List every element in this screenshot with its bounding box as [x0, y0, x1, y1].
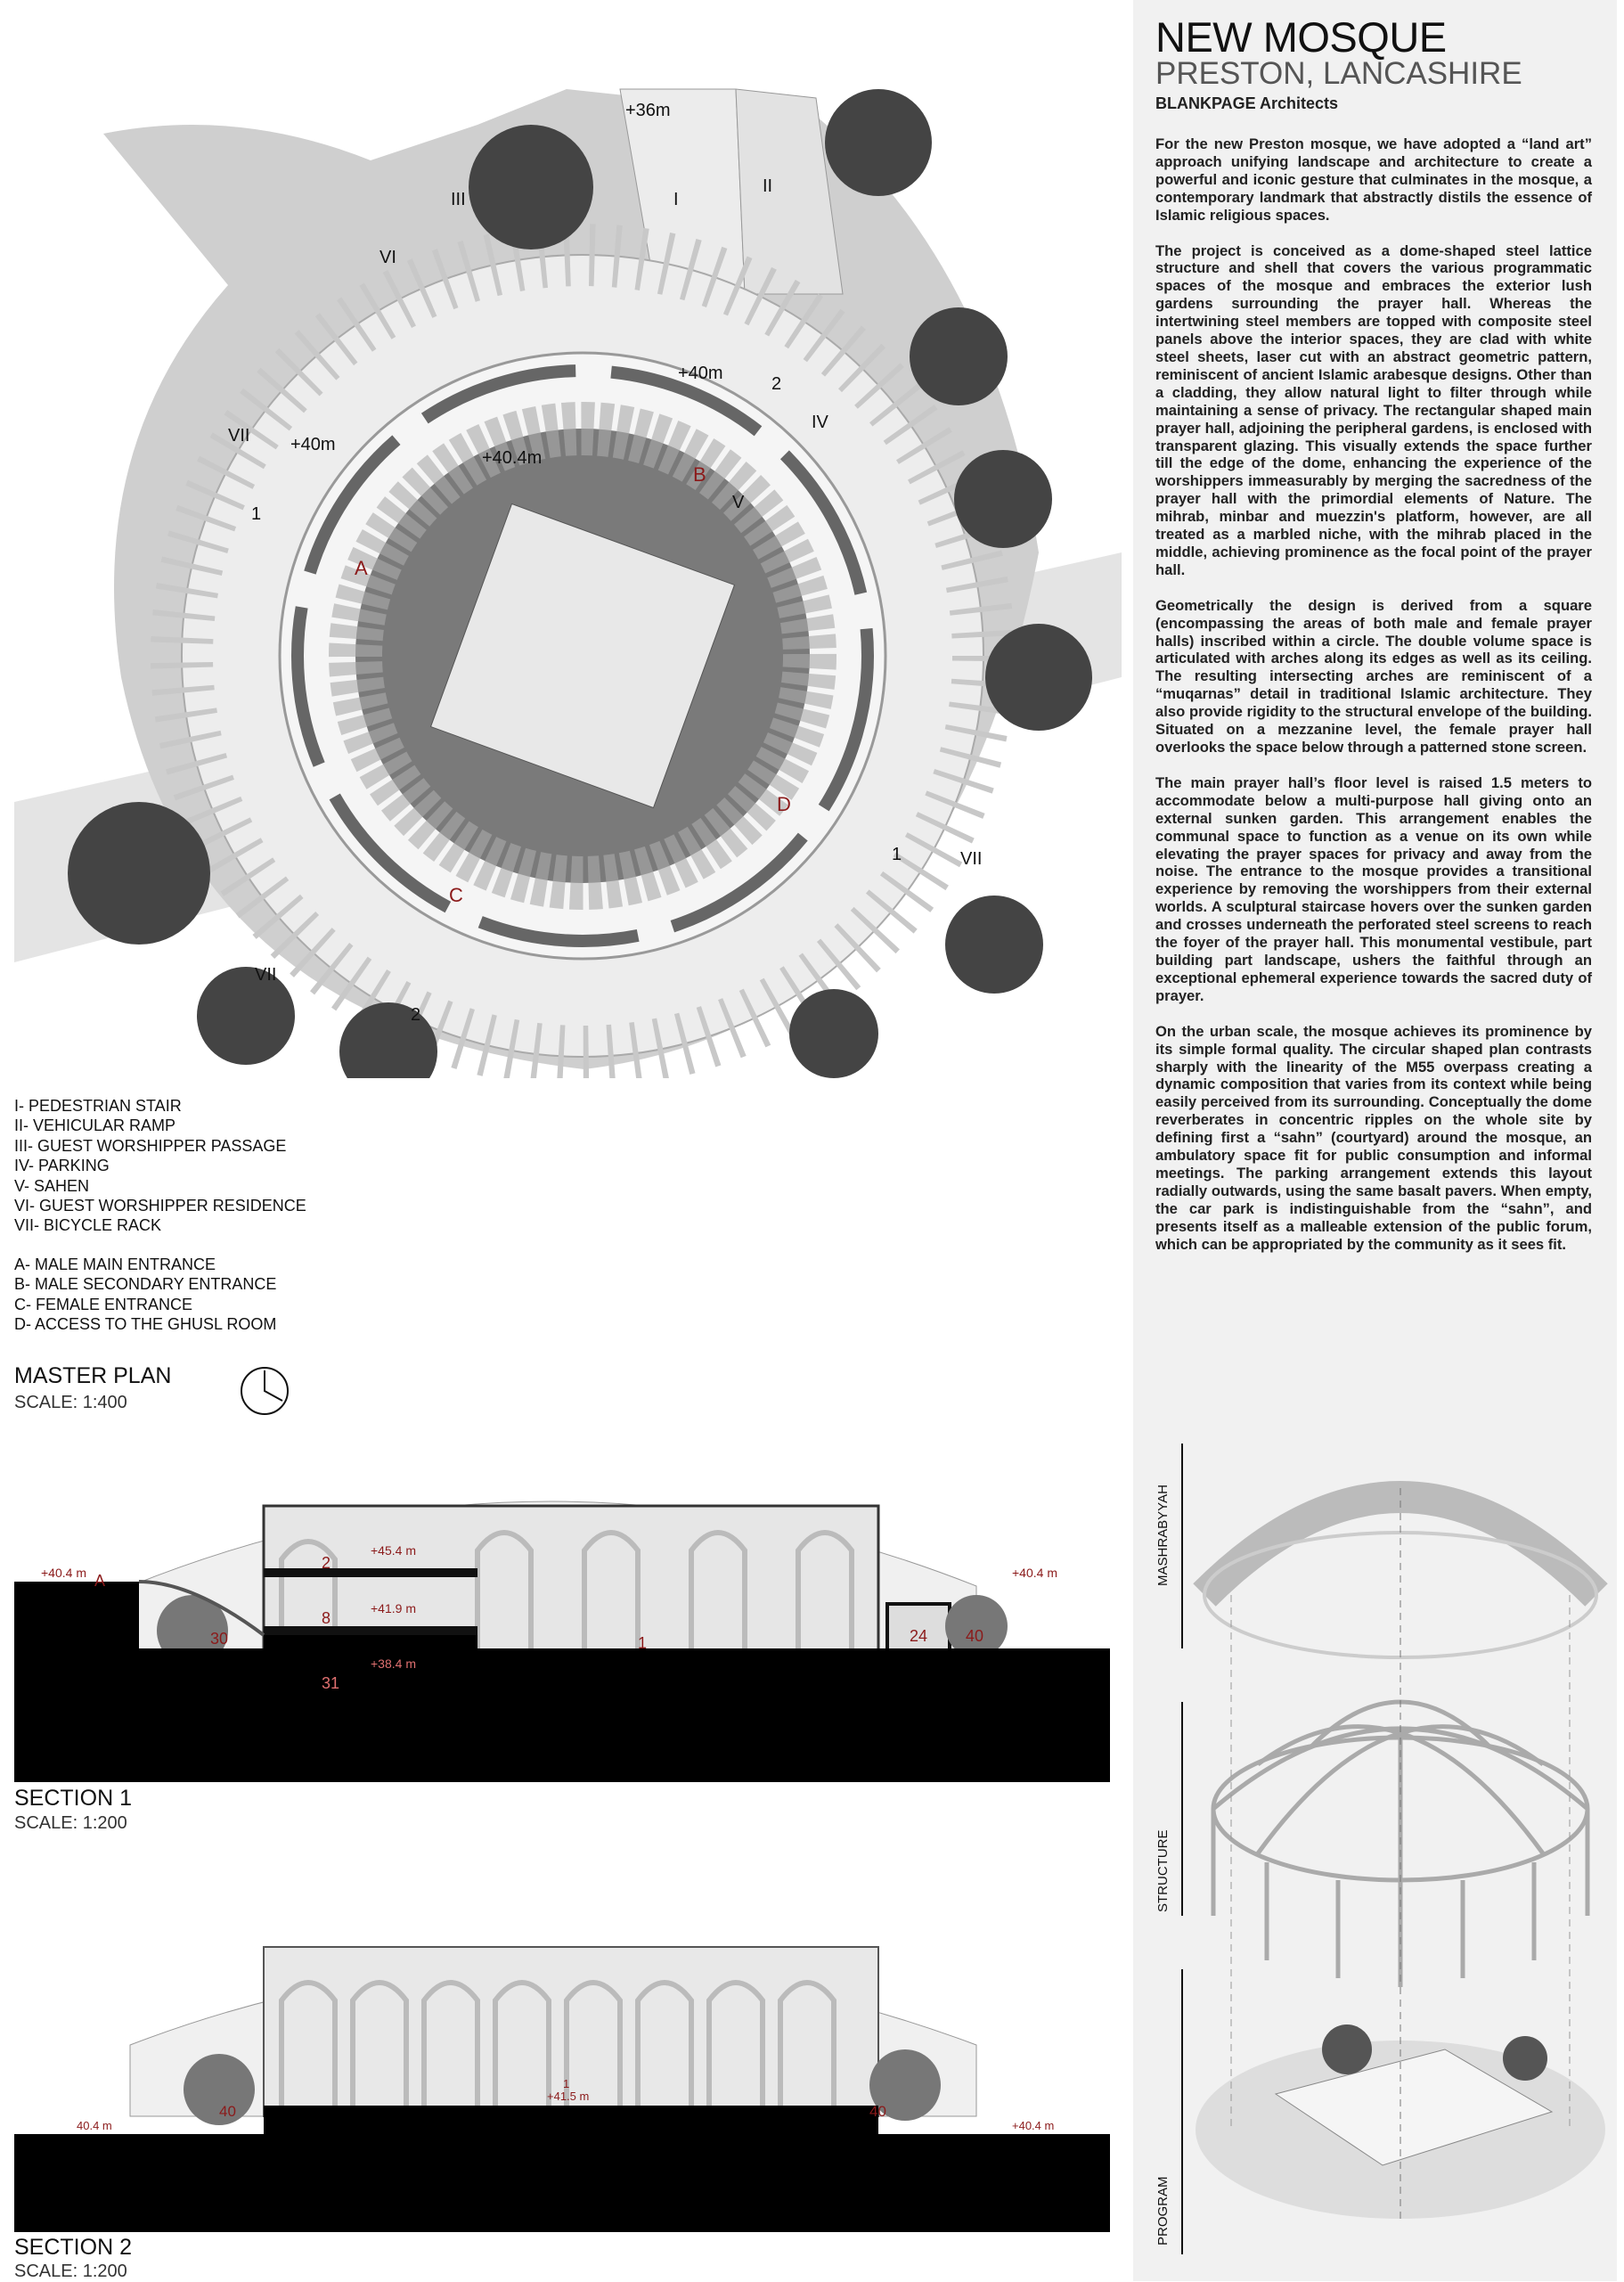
section-2-scale: SCALE: 1:200 — [14, 2262, 127, 2281]
legend-item: VI- GUEST WORSHIPPER RESIDENCE — [14, 1197, 306, 1215]
exploded-axonometric — [1133, 1435, 1617, 2263]
legend-item: VII- BICYCLE RACK — [14, 1216, 162, 1235]
zone-legend — [14, 1096, 306, 1236]
zone-label: IV — [812, 413, 828, 432]
legend-item: I- PEDESTRIAN STAIR — [14, 1097, 182, 1115]
section-1-drawing — [14, 1435, 1110, 1782]
level-label: +45.4 m — [371, 1543, 416, 1558]
entrance-label: B — [693, 463, 706, 486]
room-number: 1 — [638, 1634, 648, 1652]
section-cut-label: 2 — [771, 374, 782, 394]
zone-label: I — [673, 190, 679, 209]
zone-label: VII — [255, 965, 277, 985]
room-number: 31 — [322, 1674, 340, 1692]
level-label: +40.4 m — [1012, 2119, 1055, 2132]
project-title: NEW MOSQUE — [1155, 13, 1447, 61]
room-number: 2 — [322, 1554, 331, 1572]
section-2-title: SECTION 2 — [14, 2235, 132, 2260]
zone-label: III — [451, 190, 466, 209]
description-paragraph: For the new Preston mosque, we have adopted a “land art” approach unifying landscape and architecture to create a powerful and iconic gesture that culminates in the mosque, a contemporary landmark that abstractly distils the essence of Islamic religious spaces. — [1155, 135, 1592, 224]
section-cut-label: 1 — [251, 504, 262, 524]
entrance-label: D — [777, 793, 791, 815]
description-paragraph: The main prayer hall’s floor level is raised 1.5 meters to accommodate below a multi-purpose hall giving onto an external sunken garden. This arrangement enables the communal space to function as a venue on its own while elevating the prayer spaces for privacy and away from the noise. The entrance to the mosque provides a transitional experience by removing the worshippers from their external worlds. A sculptural staircase hovers over the sunken garden and crosses underneath the perforated steel screens to reach the foyer of the prayer hall. This monumental vestibule, part building part landscape, ushers the faithful through an exceptional ephemeral experience towards the sacred duty of prayer. — [1155, 773, 1592, 1004]
room-number: 8 — [322, 1609, 331, 1627]
legend-item: II- VEHICULAR RAMP — [14, 1116, 176, 1135]
master-plan-title: MASTER PLAN — [14, 1363, 172, 1388]
entrance-label: A — [94, 1572, 106, 1590]
zone-label: VII — [960, 849, 983, 869]
level-label: +36m — [625, 101, 671, 120]
level-label: +40.4 m — [1012, 1566, 1057, 1580]
zone-label: II — [763, 176, 773, 196]
legend-item: B- MALE SECONDARY ENTRANCE — [14, 1275, 277, 1294]
room-number: 24 — [910, 1627, 928, 1645]
master-plan-scale: SCALE: 1:400 — [14, 1393, 127, 1412]
section-2-drawing — [14, 1893, 1110, 2232]
room-number: 40 — [219, 2103, 236, 2120]
level-label: 40.4 m — [77, 2119, 112, 2132]
description-paragraph: On the urban scale, the mosque achieves its prominence by its simple formal quality. The circular shaped plan contrasts sharply with the linearity of the M55 overpass creating a dynamic composition that varies from its context while being easily perceived from its surrounding. Conceptually the dome reverberates in concentric ripples on the whole site by defining first a “sahn” (courtyard) around the mosque, an ambulatory space fit for public consumption and informal meetings. The parking arrangement extends this layout radially outwards, using the same basalt pavers. When empty, the car park is indistinguishable from the “sahn”, and presents itself as a malleable extension of the public forum, which can be appropriated by the community as it sees fit. — [1155, 1022, 1592, 1253]
room-number: 1 — [563, 2077, 570, 2090]
entrance-label: C — [449, 884, 463, 906]
entrance-label: A — [355, 557, 368, 579]
ground — [14, 2106, 1110, 2232]
project-description — [1155, 135, 1592, 1271]
room-number: 30 — [210, 1630, 229, 1648]
level-label: +40m — [290, 435, 336, 454]
legend-item: C- FEMALE ENTRANCE — [14, 1295, 193, 1313]
section-cut-label: 2 — [411, 1005, 421, 1025]
level-label: +41.9 m — [371, 1601, 416, 1615]
program-label: PROGRAM — [1155, 2176, 1171, 2245]
section-1-scale: SCALE: 1:200 — [14, 1813, 127, 1833]
level-label: +41.5 m — [547, 2090, 590, 2103]
section-1-title: SECTION 1 — [14, 1786, 132, 1811]
description-paragraph: The project is conceived as a dome-shaped steel lattice structure and shell that covers the various programmatic spaces of the mosque and embraces the exterior lush gardens surrounding the prayer hall. Whereas the intertwining steel members are topped with composite steel panels above the interior spaces, they are clad with white steel sheets, laser cut with an abstract geometric pattern, reminiscent of ancient Islamic arabesque designs. Other than a cladding, they allow natural light to filter through while maintaining a sense of privacy. The rectangular shaped main prayer hall, adjoining the peripheral gardens, is enclosed with transparent glazing. This visually extends the space further till the edge of the dome, enhancing the experience of the worshippers immeasurably by merging the sacredness of the prayer hall with the primordial elements of Nature. The mihrab, minbar and muezzin's platform, however, are all treated as a marbled niche, with the mihrab placed in the middle, achieving prominence as the focal point of the prayer hall. — [1155, 241, 1592, 578]
mashrabiya-label: MASHRABYYAH — [1155, 1485, 1171, 1586]
section-cut-label: 1 — [892, 845, 902, 864]
level-label: +40m — [678, 364, 723, 383]
zone-label: VII — [228, 426, 250, 446]
entrance-legend — [14, 1255, 276, 1335]
legend-item: III- GUEST WORSHIPPER PASSAGE — [14, 1136, 287, 1155]
structure-label: STRUCTURE — [1155, 1829, 1171, 1912]
level-label: +40.4 m — [41, 1566, 86, 1580]
master-plan-drawing — [14, 0, 1122, 1078]
north-arrow-icon — [239, 1365, 290, 1417]
level-label: +40.4m — [482, 448, 543, 468]
zone-label: VI — [379, 248, 396, 267]
description-paragraph: Geometrically the design is derived from a square (encompassing the areas of both male and female prayer halls) inscribed within a circle. The double volume space is articulated with arches along its edges as well as its ceiling. The resulting intersecting arches are reminiscent of a “muqarnas” detail in traditional Islamic architecture. They also provide rigidity to the structural envelope of the building. Situated on a mezzanine level, the female prayer hall overlooks the space below through a patterned stone screen. — [1155, 596, 1592, 756]
project-location: PRESTON, LANCASHIRE — [1155, 56, 1522, 91]
level-label: +38.4 m — [371, 1656, 416, 1671]
legend-item: IV- PARKING — [14, 1157, 110, 1175]
legend-item: A- MALE MAIN ENTRANCE — [14, 1256, 216, 1273]
legend-item: D- ACCESS TO THE GHUSL ROOM — [14, 1315, 277, 1334]
architect-name: BLANKPAGE Architects — [1155, 94, 1339, 112]
legend-item: V- SAHEN — [14, 1176, 90, 1195]
room-number: 40 — [869, 2103, 886, 2120]
zone-label: V — [732, 493, 745, 512]
room-number: 40 — [966, 1627, 984, 1645]
